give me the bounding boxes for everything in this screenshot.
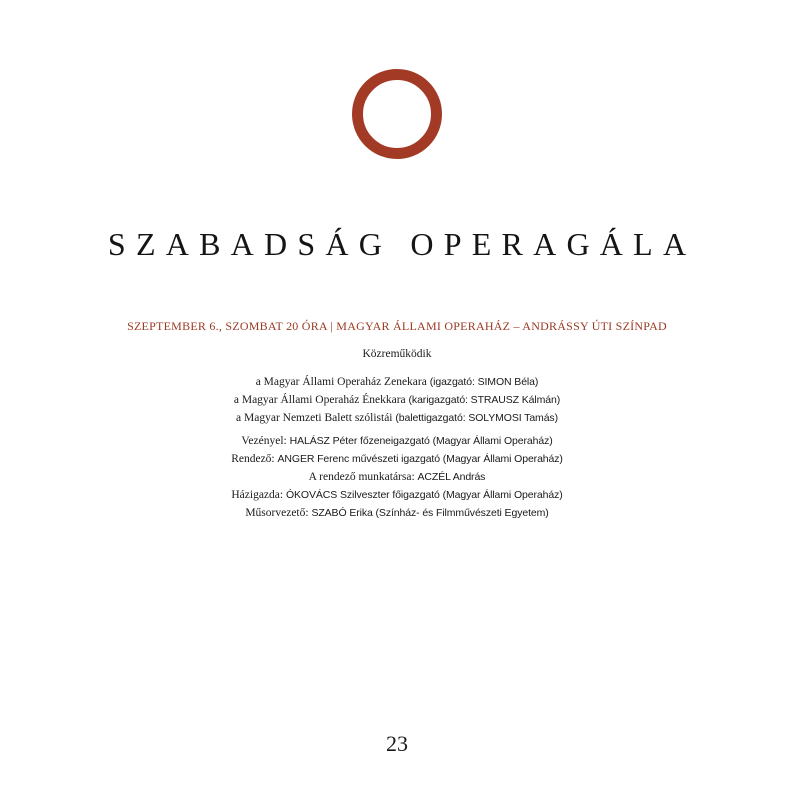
ensemble-detail: (karigazgató: STRAUSZ Kálmán) bbox=[408, 394, 561, 406]
ensemble-detail: (igazgató: SIMON Béla) bbox=[429, 376, 539, 388]
credit-role: Rendező: bbox=[231, 453, 275, 465]
ensemble-detail: (balettigazgató: SOLYMOSI Tamás) bbox=[395, 412, 558, 424]
event-dateline: SZEPTEMBER 6., SZOMBAT 20 ÓRA | MAGYAR ÁLLAMI OPERAHÁZ – ANDRÁSSY ÚTI SZÍNPAD bbox=[127, 319, 667, 333]
credit-person: SZABÓ Erika (Színház- és Filmművészeti Egyetem) bbox=[311, 507, 549, 519]
page-number: 23 bbox=[386, 731, 408, 756]
kozremukodik-heading bbox=[0, 345, 794, 363]
credit-line bbox=[0, 450, 794, 468]
ensemble-name: a Magyar Állami Operaház Énekkara bbox=[233, 394, 406, 406]
credit-role: Műsorvezető: bbox=[245, 507, 309, 519]
credit-person: ANGER Ferenc művészeti igazgató (Magyar Állami Operaház) bbox=[277, 453, 563, 465]
kozremukodik-label: Közreműködik bbox=[362, 348, 432, 360]
page-title: SZABADSÁG OPERAGÁLA bbox=[107, 226, 697, 262]
credit-line bbox=[0, 468, 794, 486]
credit-line bbox=[0, 486, 794, 504]
credit-role: Házigazda: bbox=[231, 489, 284, 501]
credit-role: A rendező munkatársa: bbox=[308, 471, 415, 483]
ensemble-name: a Magyar Nemzeti Balett szólistái bbox=[236, 412, 393, 424]
credit-line bbox=[0, 432, 794, 450]
ensemble-line bbox=[0, 391, 794, 409]
credit-role: Vezényel: bbox=[241, 435, 287, 447]
ensemble-line bbox=[0, 409, 794, 427]
credit-person: HALÁSZ Péter főzeneigazgató (Magyar Állami Operaház) bbox=[289, 435, 553, 447]
credit-line bbox=[0, 504, 794, 522]
ensemble-line bbox=[0, 373, 794, 391]
credit-person: ÓKOVÁCS Szilveszter főigazgató (Magyar Állami Operaház) bbox=[285, 489, 563, 501]
ring-icon bbox=[351, 68, 443, 160]
ensemble-name: a Magyar Állami Operaház Zenekara bbox=[255, 376, 427, 388]
ensembles-list bbox=[0, 373, 794, 427]
credit-person: ACZÉL András bbox=[417, 471, 486, 483]
credits-list bbox=[0, 432, 794, 522]
